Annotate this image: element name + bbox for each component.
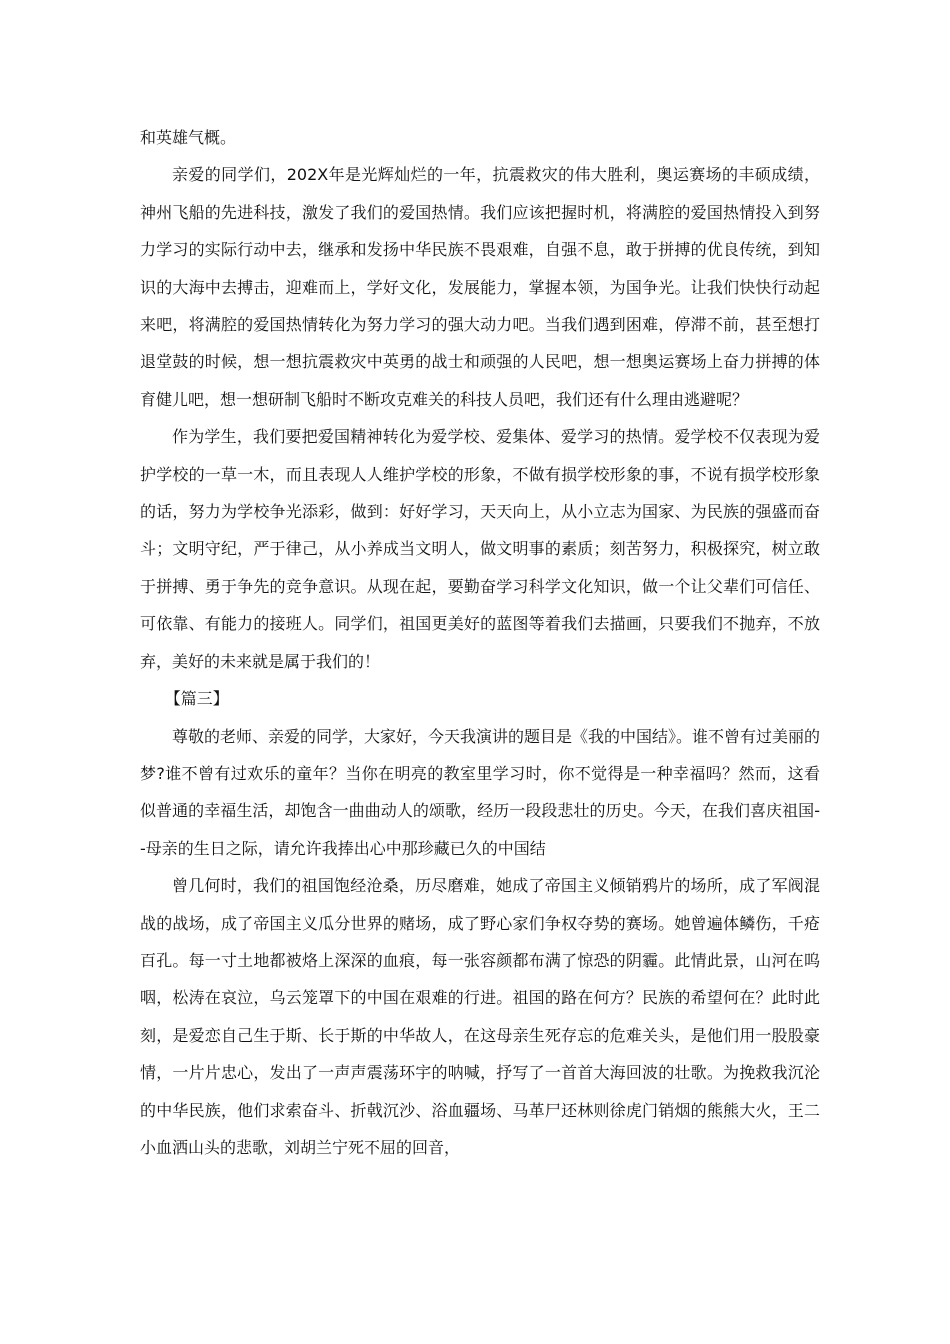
paragraph-patriotic-passion: 亲爱的同学们，202X年是光辉灿烂的一年，抗震救灾的伟大胜利，奥运赛场的丰硕成绩，神州飞船的先进科技，激发了我们的爱国热情。我们应该把握时机，将满腔的爱国热情投入到努力学习的实际行动中去，继承和发扬中华民族不畏艰难，自强不息，敢于拼搏的优良传统，到知识的大海中去搏击，迎难而上，学好文化，发展能力，掌握本领，为国争光。让我们快快行动起来吧，将满腔的爱国热情转化为努力学习的强大动力吧。当我们遇到困难，停滞不前，甚至想打退堂鼓的时候，想一想抗震救灾中英勇的战士和顽强的人民吧，想一想奥运赛场上奋力拼搏的体育健儿吧，想一想研制飞船时不断攻克难关的科技人员吧，我们还有什么理由逃避呢？ bbox=[140, 165, 820, 409]
paragraph-continuation: 和英雄气概。 bbox=[140, 128, 237, 147]
document-body bbox=[140, 119, 820, 1166]
section-heading-part-three: 【篇三】 bbox=[164, 689, 229, 709]
paragraph-speech-opening: 尊敬的老师、亲爱的同学，大家好，今天我演讲的题目是《我的中国结》。谁不曾有过美丽的梦?谁不曾有过欢乐的童年？当你在明亮的教室里学习时，你不觉得是一种幸福吗？然而，这看似普通的幸福生活，却饱含一曲曲动人的颂歌，经历一段段悲壮的历史。今天，在我们喜庆祖国--母亲的生日之际，请允许我捧出心中那珍藏已久的中国结 bbox=[140, 726, 821, 858]
paragraph-as-students: 作为学生，我们要把爱国精神转化为爱学校、爱集体、爱学习的热情。爱学校不仅表现为爱护学校的一草一木，而且表现人人维护学校的形象，不做有损学校形象的事，不说有损学校形象的话，努力为学校争光添彩，做到：好好学习，天天向上，从小立志为国家、为民族的强盛而奋斗；文明守纪，严于律己，从小养成当文明人，做文明事的素质；刻苦努力，积极探究，树立敢于拼搏、勇于争先的竞争意识。从现在起，要勤奋学习科学文化知识，做一个让父辈们可信任、可依靠、有能力的接班人。同学们，祖国更美好的蓝图等着我们去描画，只要我们不抛弃，不放弃，美好的未来就是属于我们的！ bbox=[140, 427, 820, 671]
paragraph-history: 曾几何时，我们的祖国饱经沧桑，历尽磨难，她成了帝国主义倾销鸦片的场所，成了军阀混战的战场，成了帝国主义瓜分世界的赌场，成了野心家们争权夺势的赛场。她曾遍体鳞伤，千疮百孔。每一寸土地都被烙上深深的血痕，每一张容颜都布满了惊恐的阴霾。此情此景，山河在呜咽，松涛在哀泣，乌云笼罩下的中国在艰难的行进。祖国的路在何方？民族的希望何在？此时此刻，是爱恋自己生于斯、长于斯的中华故人，在这母亲生死存忘的危难关头，是他们用一股股豪情，一片片忠心，发出了一声声震荡环宇的呐喊，抒写了一首首大海回波的壮歌。为挽救我沉沦的中华民族，他们求索奋斗、折戟沉沙、浴血疆场、马革尸还林则徐虎门销烟的熊熊大火，王二小血洒山头的悲歌，刘胡兰宁死不屈的回音， bbox=[140, 876, 820, 1157]
